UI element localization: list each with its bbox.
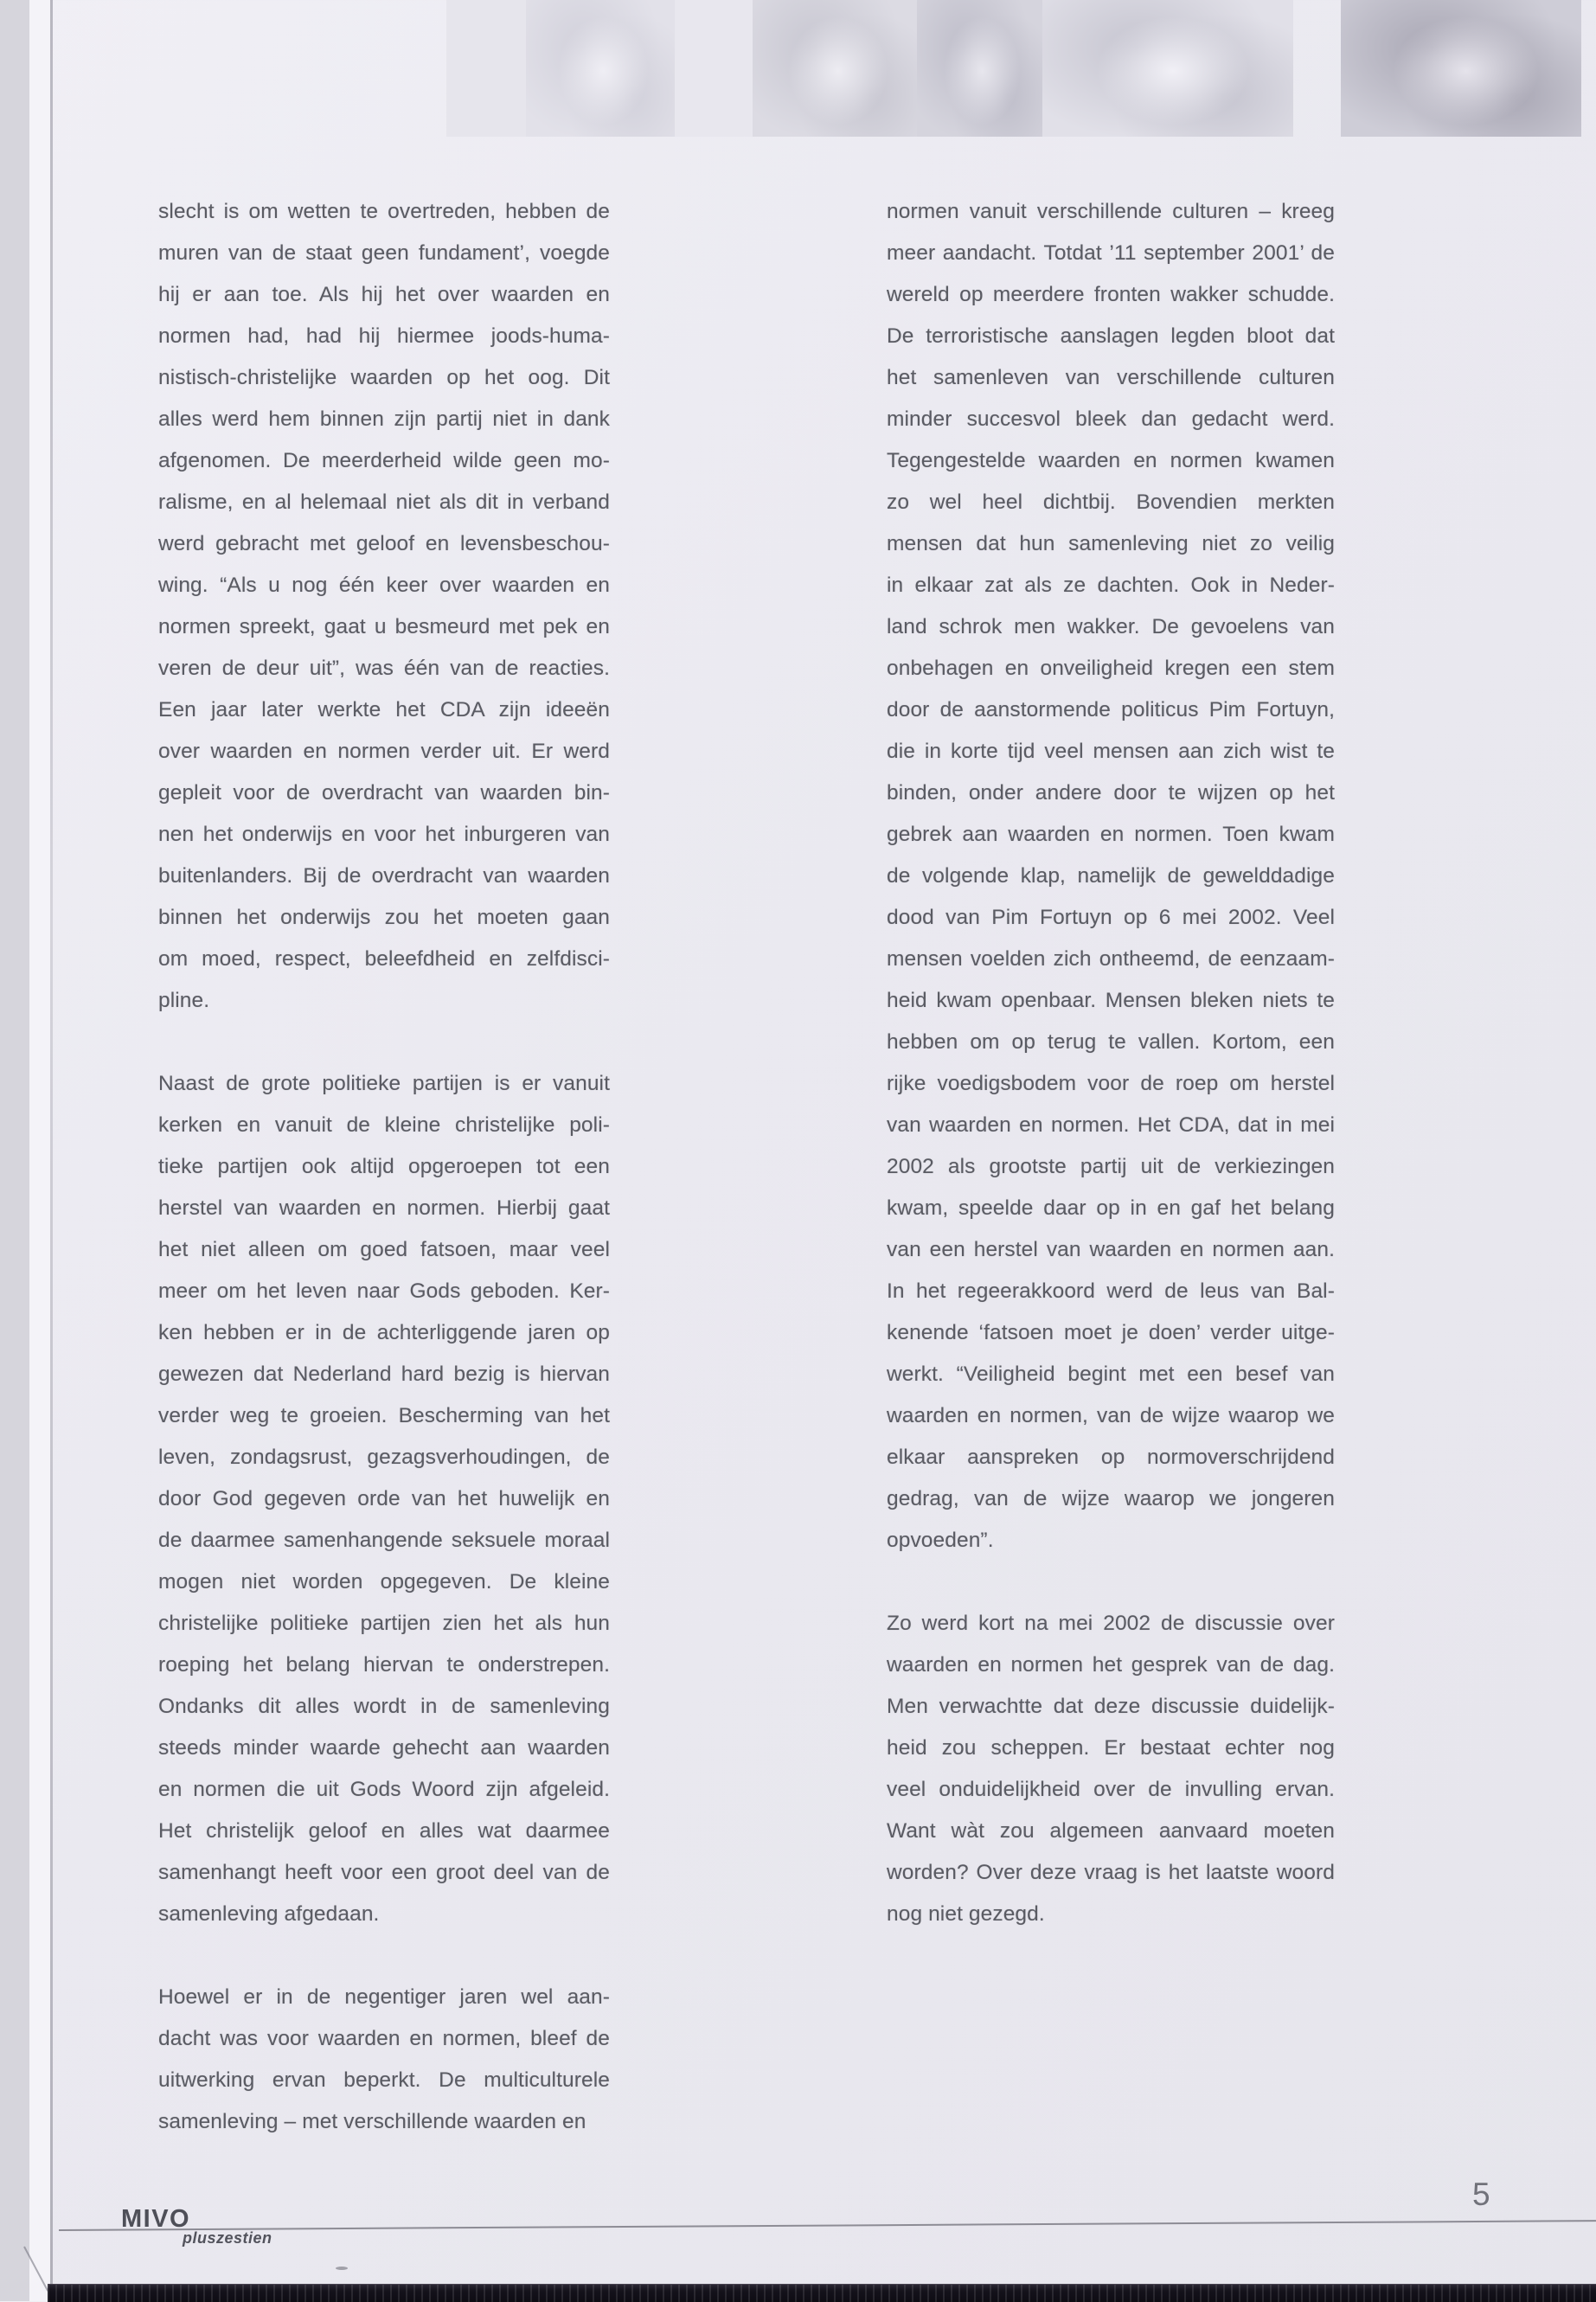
text-line: gedrag, van de wijze waarop we jongeren bbox=[887, 1487, 1335, 1510]
text-line: die in korte tijd veel mensen aan zich wist te bbox=[887, 740, 1335, 763]
text-line: dood van Pim Fortuyn op 6 mei 2002. Veel bbox=[887, 906, 1335, 929]
text-line: afgenomen. De meerderheid wilde geen mo- bbox=[158, 449, 610, 472]
text-line: en normen die uit Gods Woord zijn afgeleid. bbox=[158, 1778, 610, 1801]
text-line: christelijke politieke partijen zien het als hun bbox=[158, 1612, 610, 1635]
text-line: normen vanuit verschillende culturen – kreeg bbox=[887, 200, 1335, 223]
text-line: samenleving afgedaan. bbox=[158, 1902, 380, 1926]
text-line: binnen het onderwijs zou het moeten gaan bbox=[158, 906, 610, 929]
text-line: mensen dat hun samenleving niet zo veilig bbox=[887, 532, 1335, 555]
text-line: ken hebben er in de achterliggende jaren op bbox=[158, 1321, 610, 1344]
text-line: wing. “Als u nog één keer over waarden en bbox=[158, 574, 610, 597]
text-line: veel onduidelijkheid over de invulling ervan. bbox=[887, 1778, 1335, 1801]
text-line: minder succesvol bleek dan gedacht werd. bbox=[887, 407, 1335, 431]
text-line: gewezen dat Nederland hard bezig is hiervan bbox=[158, 1363, 610, 1386]
text-line: opvoeden”. bbox=[887, 1529, 994, 1552]
text-line: hebben om op terug te vallen. Kortom, een bbox=[887, 1030, 1335, 1054]
text-line: pline. bbox=[158, 989, 210, 1012]
footer-logo-mivo: MIVO bbox=[121, 2205, 191, 2233]
text-line: Het christelijk geloof en alles wat daarmee bbox=[158, 1819, 610, 1843]
text-line: elkaar aanspreken op normoverschrijdend bbox=[887, 1446, 1335, 1469]
text-line: Men verwachtte dat deze discussie duidelijk- bbox=[887, 1695, 1335, 1718]
text-line: Naast de grote politieke partijen is er vanuit bbox=[158, 1072, 610, 1095]
text-line: het samenleven van verschillende culturen bbox=[887, 366, 1335, 389]
text-line: Een jaar later werkte het CDA zijn ideeën bbox=[158, 698, 610, 721]
faded-photo-segment bbox=[917, 0, 1042, 137]
scan-smudge bbox=[336, 2267, 348, 2270]
paragraph bbox=[887, 1603, 1335, 1935]
page-number: 5 bbox=[1472, 2177, 1490, 2212]
text-line: nog niet gezegd. bbox=[887, 1902, 1045, 1926]
text-line: samenleving – met verschillende waarden en bbox=[158, 2110, 586, 2133]
text-line: land schrok men wakker. De gevoelens van bbox=[887, 615, 1335, 638]
paragraph bbox=[158, 1063, 610, 1935]
text-line: waarden en normen, van de wijze waarop we bbox=[887, 1404, 1335, 1427]
text-line: Zo werd kort na mei 2002 de discussie over bbox=[887, 1612, 1335, 1635]
text-line: leven, zondagsrust, gezagsverhoudingen, de bbox=[158, 1446, 610, 1469]
paragraph bbox=[887, 191, 1335, 1561]
text-line: normen had, had hij hiermee joods-huma- bbox=[158, 324, 610, 348]
text-line: muren van de staat geen fundament’, voegde bbox=[158, 241, 610, 265]
footer-rule-line bbox=[59, 2220, 1596, 2231]
faded-photo-segment bbox=[1042, 0, 1293, 137]
text-line: worden? Over deze vraag is het laatste woord bbox=[887, 1861, 1335, 1884]
text-line: samenhangt heeft voor een groot deel van de bbox=[158, 1861, 610, 1884]
text-line: ralisme, en al helemaal niet als dit in verband bbox=[158, 491, 610, 514]
text-line: over waarden en normen verder uit. Er werd bbox=[158, 740, 610, 763]
text-line: binden, onder andere door te wijzen op het bbox=[887, 781, 1335, 805]
text-line: Hoewel er in de negentiger jaren wel aan- bbox=[158, 1985, 610, 2009]
text-column-right bbox=[887, 191, 1335, 1977]
text-line: van waarden en normen. Het CDA, dat in mei bbox=[887, 1113, 1335, 1137]
text-line: herstel van waarden en normen. Hierbij gaat bbox=[158, 1196, 610, 1220]
text-line: meer aandacht. Totdat ’11 september 2001’ de bbox=[887, 241, 1335, 265]
text-line: kerken en vanuit de kleine christelijke poli- bbox=[158, 1113, 610, 1137]
text-line: veren de deur uit”, was één van de reacties. bbox=[158, 657, 610, 680]
text-line: waarden en normen het gesprek van de dag. bbox=[887, 1653, 1335, 1677]
text-line: in elkaar zat als ze dachten. Ook in Neder- bbox=[887, 574, 1335, 597]
text-line: wereld op meerdere fronten wakker schudde. bbox=[887, 283, 1335, 306]
text-line: Tegengestelde waarden en normen kwamen bbox=[887, 449, 1335, 472]
text-line: om moed, respect, beleefdheid en zelfdisci- bbox=[158, 947, 610, 971]
faded-photo-segment bbox=[753, 0, 917, 137]
text-line: heid kwam openbaar. Mensen bleken niets te bbox=[887, 989, 1335, 1012]
text-column-left bbox=[158, 191, 610, 2184]
text-line: kwam, speelde daar op in en gaf het belang bbox=[887, 1196, 1335, 1220]
faded-photo-segment bbox=[526, 0, 675, 137]
paragraph bbox=[158, 1977, 610, 2143]
text-line: hij er aan toe. Als hij het over waarden en bbox=[158, 283, 610, 306]
text-line: werd gebracht met geloof en levensbeschou- bbox=[158, 532, 610, 555]
text-line: door God gegeven orde van het huwelijk en bbox=[158, 1487, 610, 1510]
text-line: de daarmee samenhangende seksuele moraal bbox=[158, 1529, 610, 1552]
text-line: dacht was voor waarden en normen, bleef de bbox=[158, 2027, 610, 2050]
footer-logo-subtitle: pluszestien bbox=[183, 2229, 272, 2247]
text-line: onbehagen en onveiligheid kregen een stem bbox=[887, 657, 1335, 680]
text-line: kenende ‘fatsoen moet je doen’ verder uitge- bbox=[887, 1321, 1335, 1344]
text-line: van een herstel van waarden en normen aan. bbox=[887, 1238, 1335, 1261]
text-line: De terroristische aanslagen legden bloot dat bbox=[887, 324, 1335, 348]
faded-photo-segment bbox=[1341, 0, 1581, 137]
faded-photo-segment bbox=[675, 0, 753, 137]
text-line: heid zou scheppen. Er bestaat echter nog bbox=[887, 1736, 1335, 1760]
text-line: mogen niet worden opgegeven. De kleine bbox=[158, 1570, 610, 1593]
text-line: Ondanks dit alles wordt in de samenleving bbox=[158, 1695, 610, 1718]
text-line: 2002 als grootste partij uit de verkiezingen bbox=[887, 1155, 1335, 1178]
scan-left-backing bbox=[0, 0, 29, 2301]
text-line: gebrek aan waarden en normen. Toen kwam bbox=[887, 823, 1335, 846]
text-line: nen het onderwijs en voor het inburgeren van bbox=[158, 823, 610, 846]
text-line: de volgende klap, namelijk de gewelddadige bbox=[887, 864, 1335, 888]
text-line: verder weg te groeien. Bescherming van het bbox=[158, 1404, 610, 1427]
text-line: gepleit voor de overdracht van waarden bin- bbox=[158, 781, 610, 805]
text-line: roeping het belang hiervan te onderstrepen. bbox=[158, 1653, 610, 1677]
text-line: buitenlanders. Bij de overdracht van waarden bbox=[158, 864, 610, 888]
text-line: uitwerking ervan beperkt. De multiculturele bbox=[158, 2068, 610, 2092]
text-line: meer om het leven naar Gods geboden. Ker- bbox=[158, 1279, 610, 1303]
text-line: door de aanstormende politicus Pim Fortuyn, bbox=[887, 698, 1335, 721]
scan-left-page-edge bbox=[29, 0, 50, 2301]
text-line: Want wàt zou algemeen aanvaard moeten bbox=[887, 1819, 1335, 1843]
text-line: werkt. “Veiligheid begint met een besef van bbox=[887, 1363, 1335, 1386]
text-line: normen spreekt, gaat u besmeurd met pek en bbox=[158, 615, 610, 638]
text-line: tieke partijen ook altijd opgeroepen tot een bbox=[158, 1155, 610, 1178]
text-line: alles werd hem binnen zijn partij niet in dank bbox=[158, 407, 610, 431]
text-line: rijke voedigsbodem voor de roep om herstel bbox=[887, 1072, 1335, 1095]
text-line: slecht is om wetten te overtreden, hebben de bbox=[158, 200, 610, 223]
header-photo-strip bbox=[0, 0, 1596, 137]
scan-bottom-edge-strip bbox=[48, 2284, 1596, 2302]
text-line: nistisch-christelijke waarden op het oog. Dit bbox=[158, 366, 610, 389]
text-line: het niet alleen om goed fatsoen, maar veel bbox=[158, 1238, 610, 1261]
text-line: In het regeerakkoord werd de leus van Bal- bbox=[887, 1279, 1335, 1303]
text-line: mensen voelden zich ontheemd, de eenzaam- bbox=[887, 947, 1335, 971]
faded-photo-segment bbox=[446, 0, 526, 137]
text-line: steeds minder waarde gehecht aan waarden bbox=[158, 1736, 610, 1760]
paragraph bbox=[158, 191, 610, 1022]
text-line: zo wel heel dichtbij. Bovendien merkten bbox=[887, 491, 1335, 514]
scan-left-crease-line bbox=[50, 0, 53, 2301]
